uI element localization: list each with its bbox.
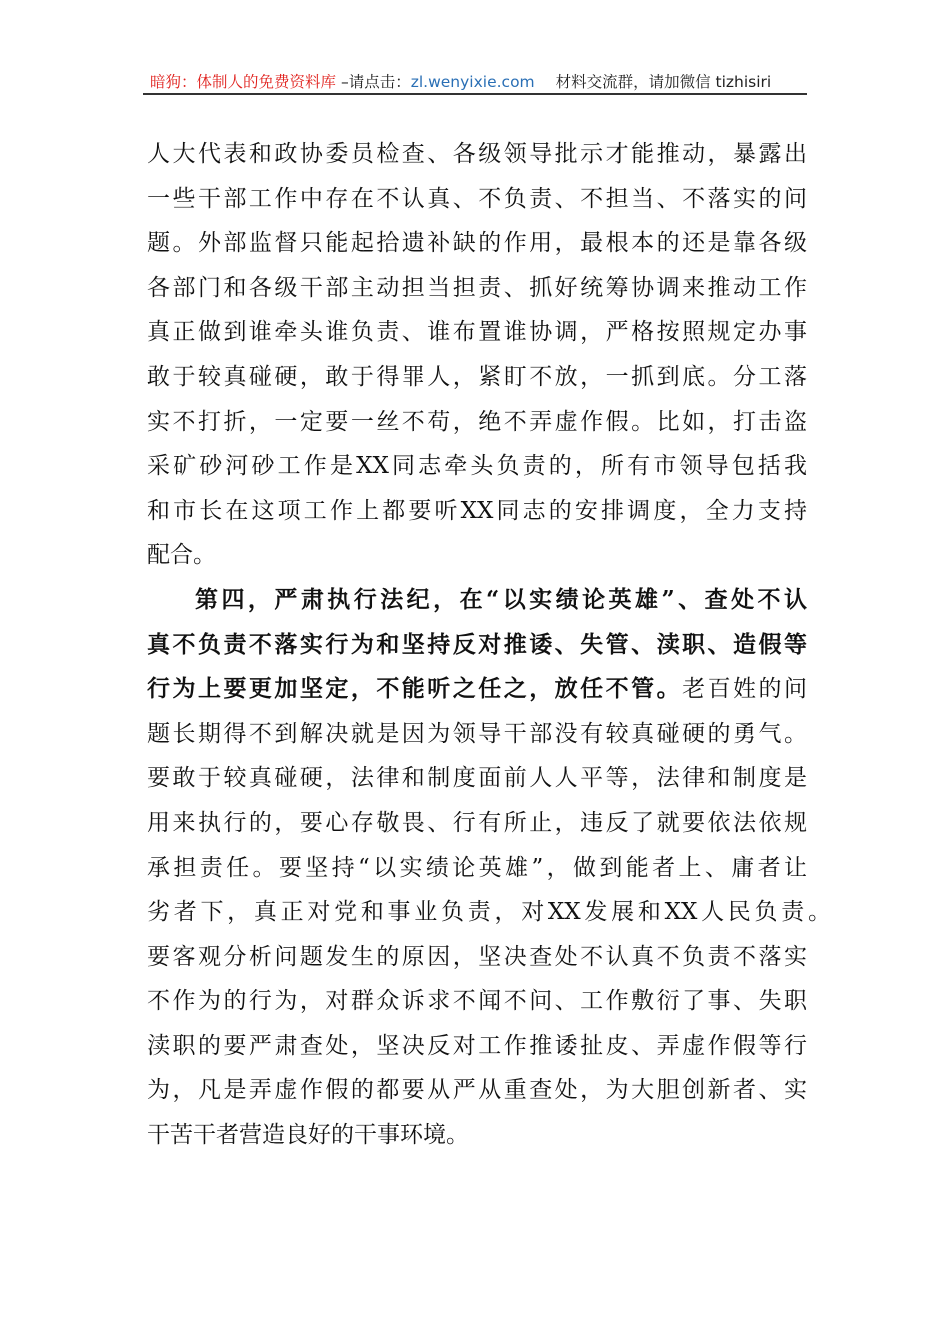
header-url-link[interactable]: zl.wenyixie.com bbox=[410, 73, 535, 91]
bold-text-line: 第四，严肃执行法纪，在“以实绩论英雄”、查处不认 bbox=[195, 585, 807, 613]
text-line: 渎职的要严肃查处，坚决反对工作推诿扯皮、弄虚作假等行 bbox=[147, 1032, 807, 1059]
text-line: 人大代表和政协委员检查、各级领导批示才能推动，暴露出 bbox=[147, 141, 807, 167]
text-line: 各部门和各级干部主动担当担责、抓好统筹协调来推动工作 bbox=[147, 274, 807, 301]
text-line: 要敢于较真碰硬，法律和制度面前人人平等，法律和制度是 bbox=[147, 765, 807, 792]
bold-text-line: 真不负责不落实行为和坚持反对推诿、失管、渎职、造假等 bbox=[147, 630, 807, 658]
text-line: 用来执行的，要心存敬畏、行有所止，违反了就要依法依规 bbox=[147, 809, 807, 836]
document-body bbox=[147, 136, 831, 1162]
text-line: 和市长在这项工作上都要听XX同志的安排调度，全力支持 bbox=[147, 497, 807, 524]
text-line: 不作为的行为，对群众诉求不闻不问、工作敷衍了事、失职 bbox=[147, 988, 807, 1015]
text-line: 真正做到谁牵头谁负责、谁布置谁协调，严格按照规定办事 bbox=[147, 319, 807, 346]
header-contact: 材料交流群，请加微信 tizhisiri bbox=[555, 73, 772, 91]
normal-span: 老百姓的问 bbox=[682, 676, 808, 703]
text-line: 配合。 bbox=[147, 542, 216, 569]
bold-span: 行为上要更加坚定，不能听之任之，放任不管。 bbox=[147, 675, 683, 703]
header-prompt: –请点击： bbox=[340, 73, 411, 91]
text-line: 为，凡是弄虚作假的都要从严从重查处，为大胆创新者、实 bbox=[147, 1077, 807, 1104]
text-line: 题长期得不到解决就是因为领导干部没有较真碰硬的勇气。 bbox=[147, 720, 807, 747]
text-line: 要客观分析问题发生的原因，坚决查处不认真不负责不落实 bbox=[147, 943, 807, 970]
text-line: 采矿砂河砂工作是XX同志牵头负责的，所有市领导包括我 bbox=[147, 453, 807, 480]
text-line: 干苦干者营造良好的干事环境。 bbox=[147, 1122, 469, 1149]
page-header bbox=[150, 70, 806, 92]
text-line: 敢于较真碰硬，敢于得罪人，紧盯不放，一抓到底。分工落 bbox=[147, 363, 807, 390]
mixed-text-line bbox=[147, 671, 807, 716]
text-line: 承担责任。要坚持“以实绩论英雄”，做到能者上、庸者让 bbox=[147, 854, 807, 881]
text-line: 劣者下，真正对党和事业负责，对XX发展和XX人民负责。 bbox=[147, 899, 831, 926]
text-line: 实不打折，一定要一丝不苟，绝不弄虚作假。比如，打击盗 bbox=[147, 408, 807, 435]
header-rule bbox=[143, 93, 807, 95]
text-line: 一些干部工作中存在不认真、不负责、不担当、不落实的问 bbox=[147, 185, 807, 212]
header-site-name: 暗狗：体制人的免费资料库 bbox=[150, 73, 337, 91]
text-line: 题。外部监督只能起拾遗补缺的作用，最根本的还是靠各级 bbox=[147, 230, 807, 257]
